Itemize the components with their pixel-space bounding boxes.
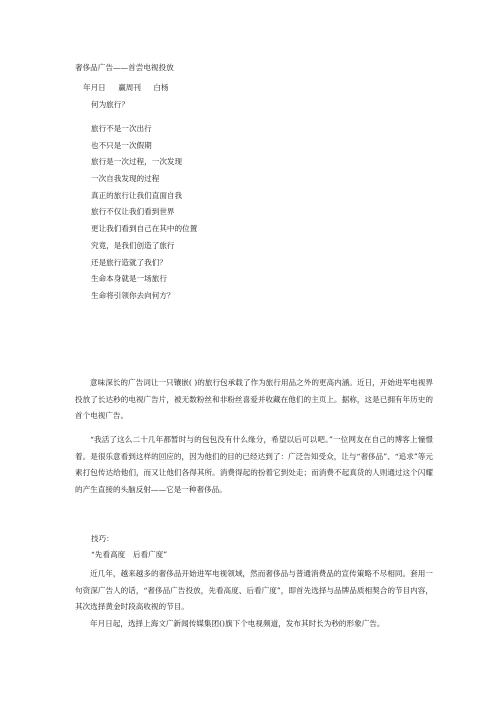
body-paragraph: 近几年，越来越多的奢侈品开始进军电视领域，然而奢侈品与普通消费品的宣传策略不尽相同。套用一句资深广告人的话，“奢侈品广告投放，先看高度、后看广度”，即首先选择与品牌品质相契合的节目内容，其次选择黄金时段高收视的节目。: [75, 569, 433, 611]
section-subheading: “先看高度 后看广度”: [91, 550, 168, 559]
poem-line: 生命本身就是一场旅行: [91, 274, 167, 284]
skills-label: 技巧：: [91, 534, 114, 543]
poem-line: 旅行不是一次出行: [91, 124, 152, 133]
poem-line: 更让我们看到自己在其中的位置: [91, 224, 198, 234]
article-source: 赢周刊: [118, 83, 141, 92]
poem-line: 究竟，是我们创造了旅行: [91, 240, 175, 250]
body-paragraph: 意味深长的广告词让一只镶嵌( )的旅行包承载了作为旅行用品之外的更高内涵。近日，开始进军电视界投放了长达秒的电视广告片，被无数粉丝和非粉丝喜爱并收藏在他们的主页上。据称，这是已拥有年历史的首个电视广告。: [75, 378, 433, 420]
article-byline: [83, 83, 179, 93]
article-date: 年月日: [83, 83, 106, 92]
poem-line: 一次自我发现的过程: [91, 174, 160, 184]
poem-line: 真正的旅行让我们直面自我: [91, 190, 183, 200]
body-paragraph: 年月日起，选择上海文广新闻传媒集团()旗下个电视频道，发布其时长为秒的形象广告。: [90, 619, 385, 628]
poem-block: [91, 100, 197, 308]
article-title: 奢侈品广告——首尝电视投放: [75, 63, 174, 72]
poem-line: 也不只是一次假期: [91, 140, 152, 150]
poem-line: 生命将引领你去向何方？: [91, 290, 175, 300]
poem-line: 还是旅行造就了我们？: [91, 257, 167, 267]
body-paragraph: “我活了这么二十几年都暂时与的包包没有什么缘分，希望以后可以吧。”一位网友在自己的博客上憧憬着。是很乐意看到这样的回应的，因为他们的目的已经达到了：广泛告知受众，让与“奢侈品”、“追求”等元素打包传达给他们，而又让他们各得其所。消费得起的扮着它到处走；而消费不起真货的人则通过这个闪耀的产生直接的头脑反射——它是一种奢侈品。: [75, 435, 433, 494]
article-author: 白杨: [153, 83, 169, 92]
poem-line: 旅行是一次过程，一次发现: [91, 157, 183, 167]
poem-line: 何为旅行？: [91, 100, 129, 109]
poem-line: 旅行不仅让我们看到世界: [91, 207, 175, 217]
